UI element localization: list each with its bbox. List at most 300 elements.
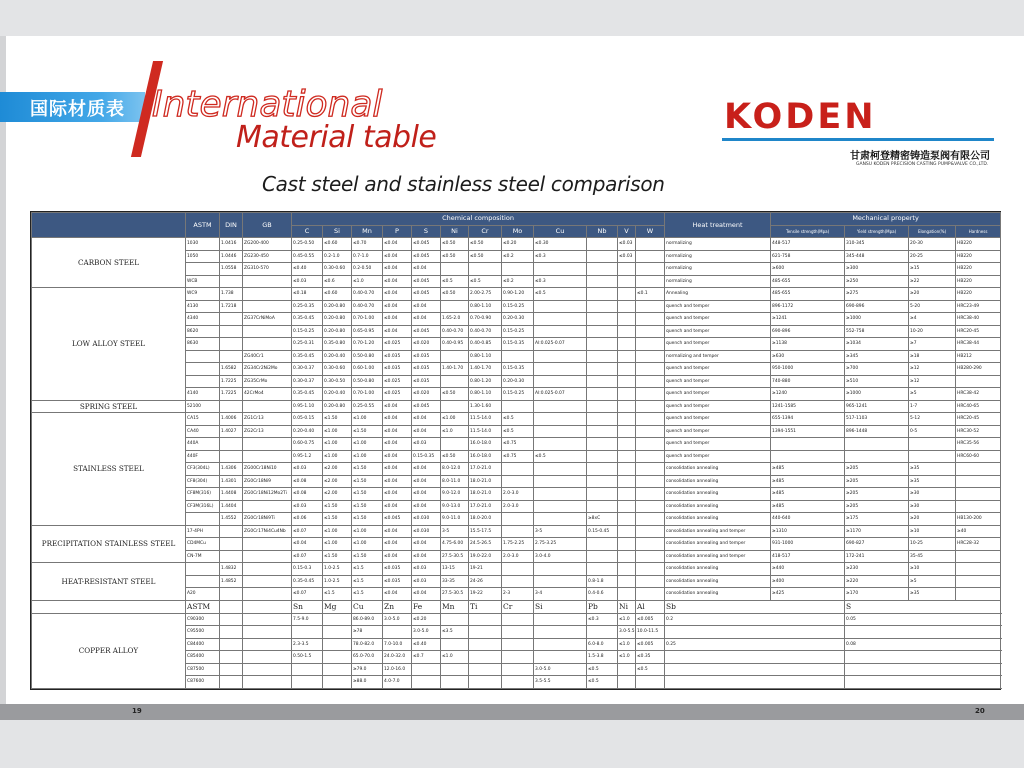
table-cell: ZG35CrMo (243, 375, 292, 388)
table-cell: ZG2Cr13 (243, 425, 292, 438)
table-cell: ≤0.04 (383, 488, 412, 501)
header-heat-treatment: Heat treatment (665, 213, 771, 238)
table-cell (323, 626, 352, 639)
table-cell: ≤0.5 (636, 663, 665, 676)
table-cell (441, 375, 469, 388)
table-cell (220, 613, 243, 626)
table-cell (618, 438, 636, 451)
table-cell (618, 588, 636, 601)
table-cell: ≥1170 (845, 525, 909, 538)
copper-header-row (32, 600, 1001, 613)
table-cell: 11.5-14.0 (469, 413, 502, 426)
table-cell: 896-1448 (845, 425, 909, 438)
table-cell (243, 538, 292, 551)
table-cell (587, 238, 618, 251)
table-cell: CA15 (186, 413, 220, 426)
table-cell: C87600 (186, 676, 220, 689)
table-cell: 12.0-16.0 (383, 663, 412, 676)
table-cell (636, 350, 665, 363)
table-cell: 0.25-0.55 (352, 400, 383, 413)
copper-header-cell: Cu (352, 600, 383, 613)
table-cell: 52100 (186, 400, 220, 413)
table-cell: 0.2-0.50 (352, 263, 383, 276)
table-cell: ZG34Cr2Ni2Mo (243, 363, 292, 376)
table-cell: ZG230-450 (243, 250, 292, 263)
table-cell: ≥510 (845, 375, 909, 388)
table-cell: 0.15-0.3 (292, 563, 323, 576)
table-cell (502, 563, 534, 576)
header-chem-s: S (412, 225, 441, 238)
table-cell: ≤0.04 (412, 588, 441, 601)
table-cell (220, 275, 243, 288)
table-cell (243, 588, 292, 601)
copper-header-blank (32, 600, 186, 613)
table-cell: consolidation annealing and temper (665, 525, 771, 538)
header-mech-1: Yield strength(Mpa) (845, 225, 909, 238)
table-cell: consolidation annealing (665, 463, 771, 476)
table-cell: 78.0-82.0 (352, 638, 383, 651)
table-cell: 6.0-8.0 (587, 638, 618, 651)
table-cell: ≤1.00 (323, 538, 352, 551)
table-cell: 0.40-0.95 (441, 338, 469, 351)
table-cell: 8.0-11.0 (441, 475, 469, 488)
logo-underline (722, 138, 994, 141)
table-cell: 11.5-14.0 (469, 425, 502, 438)
category-label: CARBON STEEL (32, 238, 186, 288)
table-cell: ≤0.045 (412, 288, 441, 301)
table-cell: ≥700 (845, 363, 909, 376)
category-label: COPPER ALLOY (32, 613, 186, 688)
header-gb: GB (243, 213, 292, 238)
table-cell (220, 400, 243, 413)
table-cell: quench and temper (665, 450, 771, 463)
table-cell: 17.0-21.0 (469, 463, 502, 476)
table-cell (243, 626, 292, 639)
header-chem-p: P (383, 225, 412, 238)
table-cell: ≥220 (845, 575, 909, 588)
table-cell: ≤0.50 (441, 238, 469, 251)
table-cell (534, 563, 587, 576)
table-cell: ≤1.50 (352, 475, 383, 488)
table-cell (323, 651, 352, 664)
table-cell: ≥1241 (771, 313, 845, 326)
table-cell (441, 438, 469, 451)
table-cell: 3.0-4.0 (534, 550, 587, 563)
table-cell (220, 350, 243, 363)
table-cell: ≤0.50 (469, 250, 502, 263)
table-cell (534, 375, 587, 388)
table-cell: HRC38-42 (956, 388, 1001, 401)
title-international: International (152, 84, 383, 125)
table-cell (587, 300, 618, 313)
table-cell: ≤1.50 (352, 425, 383, 438)
table-cell (502, 676, 534, 689)
table-cell: 0.35-0.80 (323, 338, 352, 351)
page-number-left: 19 (132, 707, 142, 715)
table-cell (534, 463, 587, 476)
copper-header-cell: Zn (383, 600, 412, 613)
copper-header-cell: Mn (441, 600, 469, 613)
table-cell: 0.30-0.60 (323, 363, 352, 376)
table-cell: ≥18 (909, 350, 956, 363)
table-cell (618, 538, 636, 551)
table-cell: ≥1240 (771, 388, 845, 401)
table-cell: ≤0.75 (502, 438, 534, 451)
table-cell (323, 676, 352, 689)
table-cell: ≤1.0 (618, 613, 636, 626)
table-cell: ≥79.0 (352, 663, 383, 676)
table-cell: 2.00-2.75 (469, 288, 502, 301)
table-cell: 0.20-0.80 (323, 300, 352, 313)
table-cell: ≤1.50 (352, 500, 383, 513)
table-cell: ≤0.03 (412, 438, 441, 451)
table-cell: ≥250 (845, 275, 909, 288)
table-cell: CF8(304) (186, 475, 220, 488)
company-name-cn: 甘肃柯登精密铸造泵阀有限公司 (850, 151, 990, 162)
table-cell (243, 663, 292, 676)
table-cell (587, 438, 618, 451)
table-cell: 2-3 (502, 588, 534, 601)
table-cell (618, 525, 636, 538)
table-cell: consolidation annealing (665, 575, 771, 588)
table-cell (441, 300, 469, 313)
copper-header-cell: Sb (665, 600, 845, 613)
table-cell (412, 663, 441, 676)
table-cell (243, 325, 292, 338)
table-cell: ≤0.03 (618, 250, 636, 263)
table-cell: 24.0-32.0 (383, 651, 412, 664)
table-cell: ≤0.04 (292, 538, 323, 551)
table-cell (636, 463, 665, 476)
table-cell: ≤0.04 (383, 263, 412, 276)
table-cell: 440-640 (771, 513, 845, 526)
table-cell: ZG0Cr18Ni9Ti (243, 513, 292, 526)
table-cell (186, 263, 220, 276)
table-cell: 0.70-1.00 (352, 313, 383, 326)
table-cell (587, 500, 618, 513)
table-cell (636, 588, 665, 601)
table-cell (534, 350, 587, 363)
table-cell: 0.40-0.70 (469, 325, 502, 338)
table-cell: ≤0.3 (534, 250, 587, 263)
table-cell (636, 313, 665, 326)
table-cell: 0.80-1.10 (469, 300, 502, 313)
table-cell: 4140 (186, 388, 220, 401)
table-cell (243, 638, 292, 651)
table-cell: 5-20 (909, 300, 956, 313)
copper-header-cell: Cr (502, 600, 534, 613)
table-cell (636, 300, 665, 313)
table-cell (956, 375, 1001, 388)
material-table-container (30, 211, 1001, 690)
table-cell (618, 450, 636, 463)
table-cell: ZG1Cr13 (243, 413, 292, 426)
table-cell (502, 575, 534, 588)
table-cell: ≤3.5 (441, 626, 469, 639)
table-cell: 1.4006 (220, 413, 243, 426)
table-cell: ≤1.5 (352, 575, 383, 588)
table-cell (323, 663, 352, 676)
table-cell: 0.35-0.45 (292, 575, 323, 588)
table-cell: 10.0-11.5 (636, 626, 665, 639)
table-cell: HB220 (956, 275, 1001, 288)
table-cell: ≤0.035 (383, 563, 412, 576)
table-cell: 1.7225 (220, 375, 243, 388)
table-cell: ≥8xC (587, 513, 618, 526)
table-cell: 0.50-0.80 (352, 375, 383, 388)
table-cell: ≤0.04 (412, 550, 441, 563)
table-cell (909, 438, 956, 451)
table-cell (636, 676, 665, 689)
category-label: SPRING STEEL (32, 400, 186, 413)
table-cell: ≤0.1 (636, 288, 665, 301)
table-cell: 10-20 (909, 325, 956, 338)
table-cell: 3.0-5.0 (534, 663, 587, 676)
table-cell: ≥12 (909, 363, 956, 376)
table-cell: ≤0.40 (292, 263, 323, 276)
table-cell: 1.0-2.5 (323, 563, 352, 576)
table-cell: 0.05-0.15 (292, 413, 323, 426)
table-cell: 1.4852 (220, 575, 243, 588)
table-cell: 24-26 (469, 575, 502, 588)
table-cell: ≤2.00 (323, 475, 352, 488)
table-cell (469, 676, 502, 689)
table-cell: 10-25 (909, 538, 956, 551)
table-cell: ≤0.045 (383, 513, 412, 526)
table-cell (636, 500, 665, 513)
table-cell: 3.5-5.5 (534, 676, 587, 689)
table-cell (636, 563, 665, 576)
table-cell: 7.0-10.0 (383, 638, 412, 651)
table-cell: Annealing (665, 288, 771, 301)
table-cell (441, 676, 469, 689)
header-astm: ASTM (186, 213, 220, 238)
table-cell: ≤0.04 (383, 238, 412, 251)
table-row (32, 288, 1001, 301)
table-cell: 0.50-1.5 (292, 651, 323, 664)
table-cell: CF3(304L) (186, 463, 220, 476)
table-cell: 35-45 (909, 550, 956, 563)
table-cell (618, 488, 636, 501)
table-row (32, 413, 1001, 426)
table-cell: ≤0.04 (412, 463, 441, 476)
table-cell: 1.4301 (220, 475, 243, 488)
table-cell: HRC28-32 (956, 538, 1001, 551)
table-cell: 448-517 (771, 238, 845, 251)
table-cell: 1.0558 (220, 263, 243, 276)
table-cell: ≤0.04 (412, 300, 441, 313)
table-cell: 0.20-0.80 (323, 325, 352, 338)
table-cell: 552-758 (845, 325, 909, 338)
table-cell (618, 676, 636, 689)
table-cell (618, 300, 636, 313)
table-cell (618, 513, 636, 526)
table-cell: ≥4 (909, 313, 956, 326)
table-cell (534, 575, 587, 588)
table-cell (323, 613, 352, 626)
table-cell (323, 638, 352, 651)
table-cell: Al:0.025-0.07 (534, 338, 587, 351)
table-cell: ≥30 (909, 488, 956, 501)
table-cell: 16.0-18.0 (469, 450, 502, 463)
table-cell: 0.40-0.70 (352, 300, 383, 313)
table-cell: ≥1000 (845, 313, 909, 326)
table-cell: normalizing (665, 275, 771, 288)
table-cell: 0.25-0.50 (292, 238, 323, 251)
copper-header-cell: Mg (323, 600, 352, 613)
table-cell: ≤1.00 (323, 438, 352, 451)
table-cell (243, 651, 292, 664)
table-cell (292, 676, 323, 689)
table-cell: ≤0.04 (383, 450, 412, 463)
table-cell: ≥275 (845, 288, 909, 301)
table-cell: HRC40-65 (956, 400, 1001, 413)
table-cell: 0.08 (845, 638, 1001, 651)
table-cell (502, 513, 534, 526)
copper-header-cell: Ni (618, 600, 636, 613)
table-cell (665, 663, 845, 676)
table-cell: ≤0.30 (534, 238, 587, 251)
table-cell: ≤0.04 (412, 425, 441, 438)
table-cell (220, 450, 243, 463)
table-cell (502, 350, 534, 363)
table-cell (845, 438, 909, 451)
table-cell (636, 575, 665, 588)
table-cell: ≤0.035 (412, 350, 441, 363)
table-cell: ≥485 (771, 463, 845, 476)
table-cell: ZG0Cr18Ni9 (243, 475, 292, 488)
table-cell: ≤0.03 (292, 275, 323, 288)
table-cell: 4340 (186, 313, 220, 326)
table-cell (502, 263, 534, 276)
copper-header-cell (220, 600, 243, 613)
table-cell: quench and temper (665, 400, 771, 413)
table-cell (618, 413, 636, 426)
table-cell: ≤0.6 (323, 275, 352, 288)
table-cell: ≤0.07 (292, 525, 323, 538)
table-cell (587, 488, 618, 501)
table-cell (534, 488, 587, 501)
table-cell: ≤0.75 (502, 450, 534, 463)
table-cell: 3-5 (534, 525, 587, 538)
table-cell: 15.5-17.5 (469, 525, 502, 538)
table-cell: ≥300 (845, 263, 909, 276)
table-cell: ≤2.00 (323, 488, 352, 501)
table-cell: ≤0.60 (323, 238, 352, 251)
table-cell: ≤1.5 (352, 563, 383, 576)
table-cell: ≥35 (909, 588, 956, 601)
table-cell: 8630 (186, 338, 220, 351)
copper-header-cell: Pb (587, 600, 618, 613)
table-cell: 19-21 (469, 563, 502, 576)
table-cell (587, 313, 618, 326)
table-cell: consolidation annealing and temper (665, 538, 771, 551)
table-cell (845, 651, 1001, 664)
table-cell: 418-517 (771, 550, 845, 563)
header-mech-0: Tensile strength(Mpa) (771, 225, 845, 238)
header-chem-cr: Cr (469, 225, 502, 238)
table-cell: ≤0.025 (383, 338, 412, 351)
table-cell (956, 588, 1001, 601)
table-cell: 33-35 (441, 575, 469, 588)
table-cell: ≤0.5 (587, 663, 618, 676)
table-cell: 0.4-0.6 (587, 588, 618, 601)
table-cell (441, 263, 469, 276)
table-cell (534, 500, 587, 513)
table-cell: quench and temper (665, 388, 771, 401)
table-cell (383, 626, 412, 639)
table-cell: ≥230 (845, 563, 909, 576)
table-row (32, 563, 1001, 576)
table-cell: ≤0.035 (383, 363, 412, 376)
table-cell: quench and temper (665, 313, 771, 326)
table-cell: 18.0-20.0 (469, 513, 502, 526)
table-cell (845, 450, 909, 463)
table-cell: 86.0-89.0 (352, 613, 383, 626)
table-cell: 8.0-12.0 (441, 463, 469, 476)
table-cell: ≤0.5 (502, 425, 534, 438)
table-cell: ≥40 (956, 525, 1001, 538)
table-cell (587, 375, 618, 388)
header-material-blank (32, 213, 186, 238)
table-cell: 9.0-11.0 (441, 513, 469, 526)
table-cell (243, 288, 292, 301)
table-cell: ≤1.50 (352, 488, 383, 501)
table-cell: HB280-290 (956, 363, 1001, 376)
table-cell (618, 663, 636, 676)
table-cell: ≥485 (771, 488, 845, 501)
table-cell: ≥175 (845, 513, 909, 526)
table-cell (636, 275, 665, 288)
table-cell (587, 550, 618, 563)
table-cell (636, 513, 665, 526)
table-cell: ≤1.0 (441, 425, 469, 438)
table-cell: ≤0.7 (412, 651, 441, 664)
table-cell (845, 663, 1001, 676)
table-cell: ≤0.04 (412, 500, 441, 513)
table-cell: ≤0.2 (502, 250, 534, 263)
table-cell: ≥20 (909, 513, 956, 526)
header-chem-mo: Mo (502, 225, 534, 238)
table-cell: normalizing (665, 263, 771, 276)
table-cell (186, 563, 220, 576)
table-cell (587, 425, 618, 438)
table-cell (243, 450, 292, 463)
category-label: PRECIPITATION STAINLESS STEEL (32, 525, 186, 563)
table-cell: ≤0.04 (383, 463, 412, 476)
table-cell: 1.0-2.5 (323, 575, 352, 588)
table-cell: ≤0.40 (412, 638, 441, 651)
table-cell: consolidation annealing and temper (665, 550, 771, 563)
table-cell: ≥30 (909, 500, 956, 513)
table-cell: ≤2.00 (323, 463, 352, 476)
material-comparison-table (31, 212, 1001, 689)
table-cell: ≤0.04 (412, 263, 441, 276)
table-cell: ≤1.50 (323, 413, 352, 426)
table-cell: ≤0.20 (502, 238, 534, 251)
table-cell (534, 513, 587, 526)
table-cell: ZG200-400 (243, 238, 292, 251)
table-row (32, 400, 1001, 413)
table-cell (534, 400, 587, 413)
table-cell: 1.30-1.60 (469, 400, 502, 413)
table-cell: 0.05 (845, 613, 1001, 626)
table-cell: 0.60-1.00 (352, 363, 383, 376)
table-cell: quench and temper (665, 425, 771, 438)
table-cell: ≤0.50 (469, 238, 502, 251)
table-cell (636, 413, 665, 426)
table-cell: ≤0.035 (383, 350, 412, 363)
